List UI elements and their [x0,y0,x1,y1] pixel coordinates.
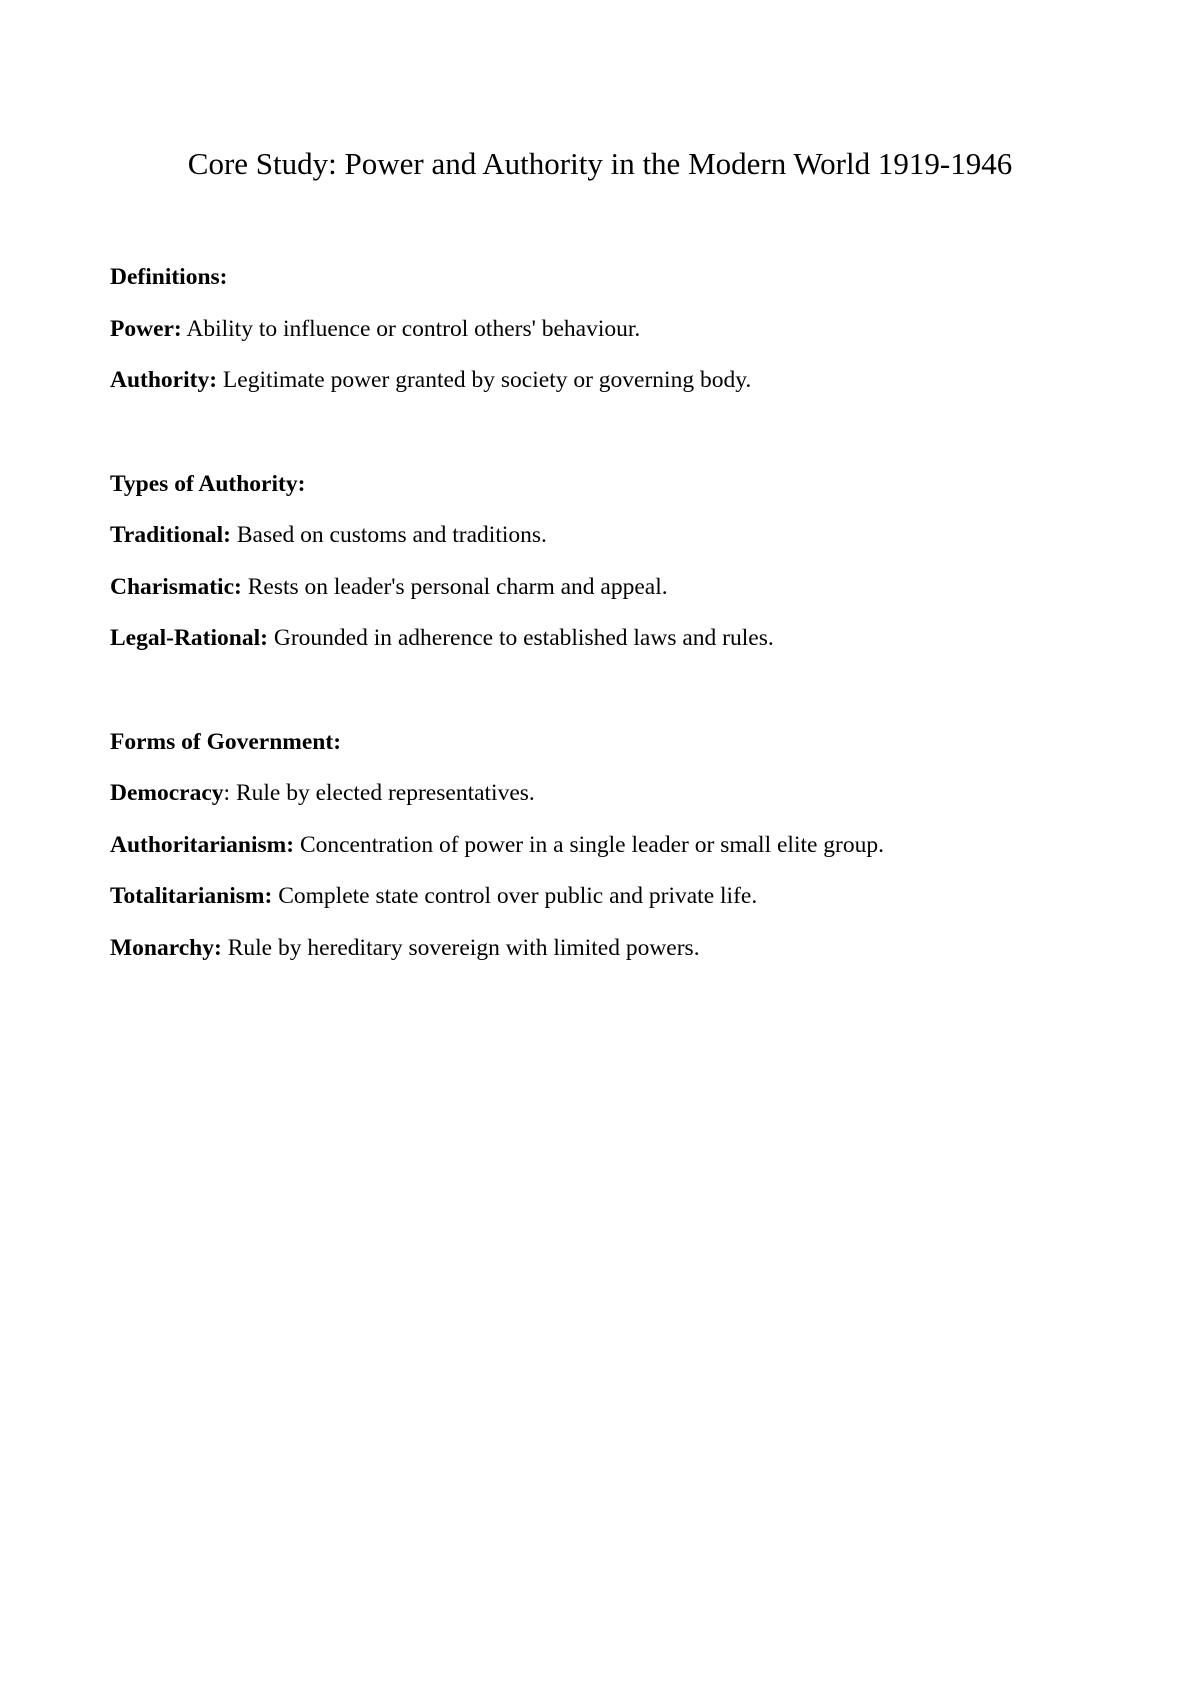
entry-separator: : [223,780,236,806]
government-entry-totalitarianism [110,871,1110,923]
government-entry-democracy [110,768,1110,820]
document-title: Core Study: Power and Authority in the Modern World 1919-1946 [187,146,1013,181]
authority-entry-charismatic [110,562,1110,614]
government-entry-authoritarianism [110,820,1110,872]
entry-text: Ability to influence or control others' behaviour. [186,315,641,342]
entry-text: Grounded in adherence to established laws and rules. [273,625,774,651]
entry-text: Legitimate power granted by society or governing body. [222,367,752,393]
authority-entry-legal-rational [110,613,1110,665]
entry-text: Based on customs and traditions. [236,522,547,548]
section-types-of-authority [110,459,1110,665]
document-body [110,252,1110,1026]
entry-text: Concentration of power in a single leader or small elite group. [299,831,885,858]
section-definitions [110,252,1110,407]
definition-entry-power [110,304,1110,356]
entry-term: Authoritarianism: [110,831,295,858]
section-forms-of-government [110,717,1110,975]
entry-term: Authority: [110,367,218,393]
definition-entry-authority [110,355,1110,407]
entry-term: Legal-Rational: [110,625,268,651]
entry-text: Rule by elected representatives. [235,780,535,806]
government-entry-monarchy [110,923,1110,975]
entry-text: Rests on leader's personal charm and appeal. [247,573,668,600]
entry-term: Monarchy: [110,934,222,961]
entry-term: Traditional: [110,522,231,548]
entry-term: Power: [110,315,182,342]
section-heading: Forms of Government: [110,728,342,755]
section-heading: Definitions: [110,264,228,290]
entry-text: Rule by hereditary sovereign with limited powers. [227,934,700,961]
entry-term: Democracy [110,780,224,806]
entry-term: Charismatic: [110,573,242,600]
section-heading: Types of Authority: [110,470,306,497]
entry-text: Complete state control over public and private life. [278,883,758,909]
entry-term: Totalitarianism: [110,883,273,909]
authority-entry-traditional [110,510,1110,562]
